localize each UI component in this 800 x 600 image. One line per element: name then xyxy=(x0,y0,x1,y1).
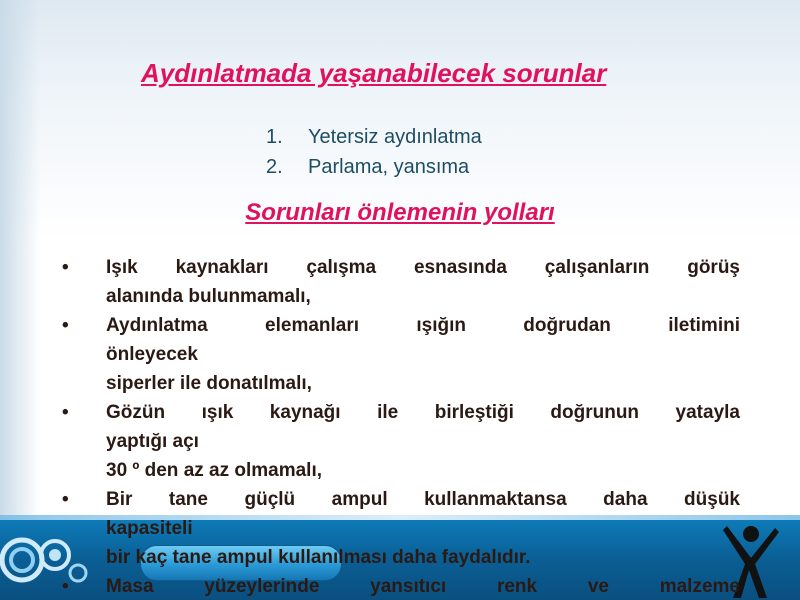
bullet-line: siperler ile donatılmalı, xyxy=(106,373,312,394)
bullet-marker: • xyxy=(62,402,69,423)
bullet-line: bir kaç tane ampul kullanılması daha faydalıdır. xyxy=(106,547,531,568)
problem-number: 2. xyxy=(266,156,283,178)
bullet-line: alanında bulunmamalı, xyxy=(106,286,311,307)
bullet-line: Gözün ışık kaynağı ile birleştiği doğrunun yatayla xyxy=(106,402,740,423)
prevention-item xyxy=(62,311,740,398)
problem-text: Parlama, yansıma xyxy=(308,156,470,178)
section-subtitle: Sorunları önlemenin yolları xyxy=(245,199,555,226)
bullet-line: yaptığı açı xyxy=(106,431,199,452)
problem-number: 1. xyxy=(266,126,283,148)
bullet-marker: • xyxy=(62,315,69,336)
problem-item xyxy=(266,122,482,152)
bullet-line: önleyecek xyxy=(106,344,198,365)
prevention-list xyxy=(62,253,740,600)
problem-item xyxy=(266,152,482,182)
bullet-marker: • xyxy=(62,257,69,278)
problem-list xyxy=(266,122,482,182)
slide-left-shade xyxy=(0,0,40,600)
prevention-item xyxy=(62,398,740,485)
bullet-line: kapasiteli xyxy=(106,518,193,539)
prevention-item xyxy=(62,253,740,311)
bullet-line: 30 º den az az olmamalı, xyxy=(106,460,323,481)
bullet-marker: • xyxy=(62,489,69,510)
bullet-marker: • xyxy=(62,576,69,597)
problem-text: Yetersiz aydınlatma xyxy=(308,126,482,148)
prevention-item xyxy=(62,485,740,572)
page-title: Aydınlatmada yaşanabilecek sorunlar xyxy=(141,58,607,88)
bullet-line: Masa yüzeylerinde yansıtıcı renk ve malzeme xyxy=(106,576,740,597)
bullet-line: Işık kaynakları çalışma esnasında çalışanların görüş xyxy=(106,257,740,278)
bullet-line: Aydınlatma elemanları ışığın doğrudan iletimini xyxy=(106,315,740,336)
bullet-line: Bir tane güçlü ampul kullanmaktansa daha düşük xyxy=(106,489,740,510)
prevention-item xyxy=(62,572,740,600)
